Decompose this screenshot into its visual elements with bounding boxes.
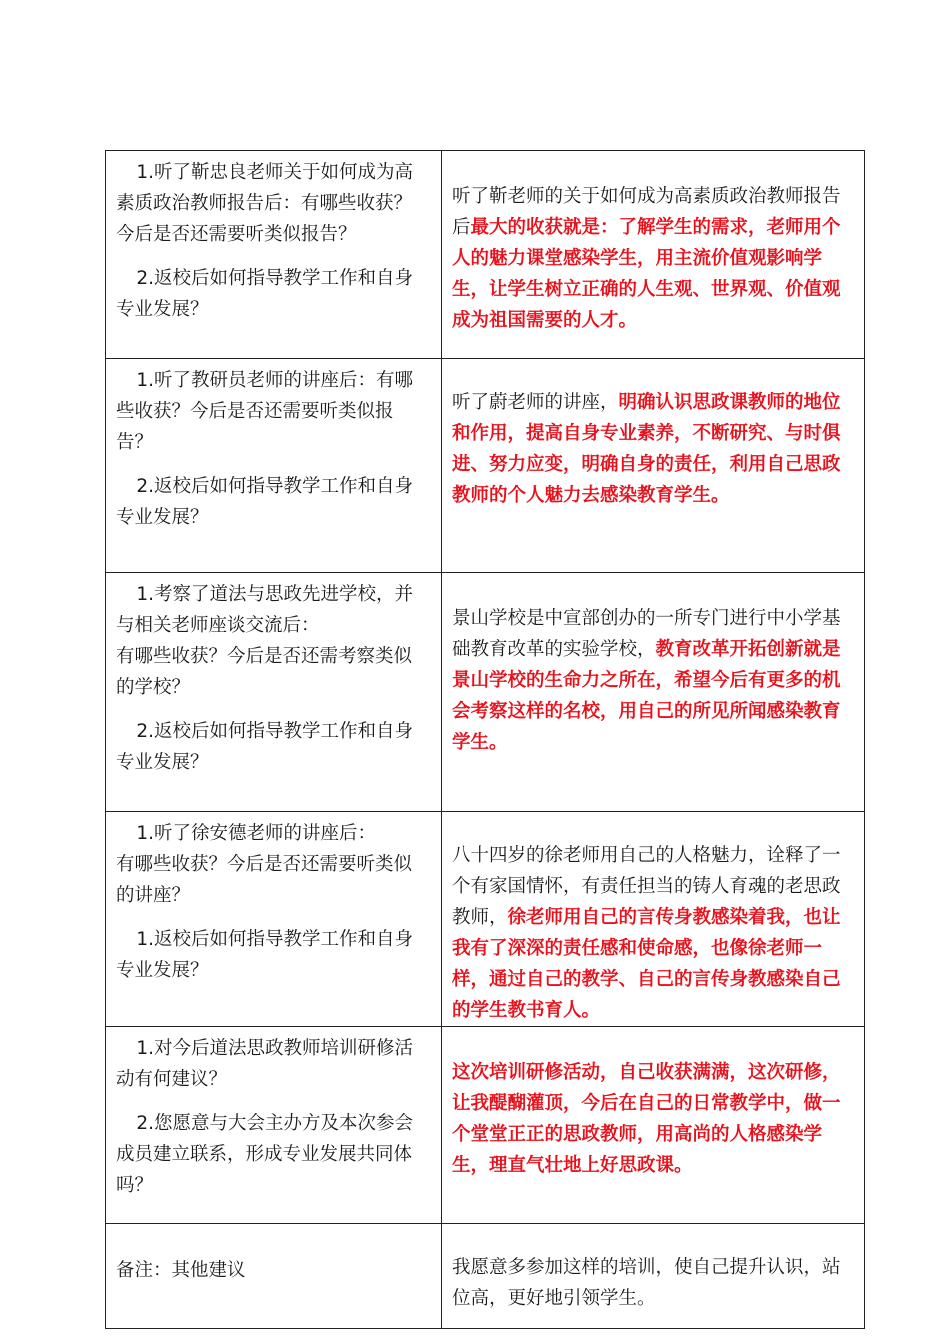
question-2: 1.返校后如何指导教学工作和自身专业发展？ <box>116 929 413 981</box>
answer-highlight: 最大的收获就是：了解学生的需求，老师用个人的魅力课堂感染学生，用主流价值观影响学生，让学生树立正确的人生观、世界观、价值观成为祖国需要的人才。 <box>452 217 841 331</box>
answer-text: 听了靳老师的关于如何成为高素质政治教师报告后 <box>452 186 841 238</box>
question-1: 1.对今后道法思政教师培训研修活动有何建议？ <box>116 1038 413 1090</box>
answer-cell <box>442 573 865 812</box>
answer-cell <box>442 1027 865 1224</box>
question-2: 2.您愿意与大会主办方及本次参会成员建立联系，形成专业发展共同体吗？ <box>116 1113 413 1196</box>
answer-cell <box>442 812 865 1027</box>
table-row <box>106 1224 865 1329</box>
table-row <box>106 1027 865 1224</box>
question-1: 1.考察了道法与思政先进学校，并与相关老师座谈交流后： <box>116 584 413 636</box>
answer-text: 我愿意多参加这样的培训，使自己提升认识，站位高，更好地引领学生。 <box>452 1257 841 1309</box>
table-row <box>106 151 865 359</box>
feedback-table <box>105 150 865 1329</box>
answer-highlight: 明确认识思政课教师的地位和作用，提高自身专业素养，不断研究、与时俱进、努力应变，明确自身的责任，利用自己思政教师的个人魅力去感染教育学生。 <box>452 392 841 506</box>
answer-highlight: 徐老师用自己的言传身教感染着我，也让我有了深深的责任感和使命感，也像徐老师一样，通过自己的教学、自己的言传身教感染自己的学生教书育人。 <box>452 907 841 1021</box>
answer-cell <box>442 151 865 359</box>
question-1: 1.听了靳忠良老师关于如何成为高素质政治教师报告后：有哪些收获？今后是否还需要听类似报告？ <box>116 162 413 245</box>
answer-text: 听了蔚老师的讲座， <box>452 392 619 413</box>
remarks-label: 备注：其他建议 <box>116 1260 246 1281</box>
answer-cell <box>442 1224 865 1329</box>
question-cell <box>106 573 442 812</box>
question-cell <box>106 359 442 573</box>
table-row <box>106 812 865 1027</box>
question-1-detail: 有哪些收获？今后是否还需要听类似的讲座？ <box>116 854 413 906</box>
question-2: 2.返校后如何指导教学工作和自身专业发展？ <box>116 268 413 320</box>
answer-text: 景山学校是中宣部创办的一所专门进行中小学基础教育改革的实验学校， <box>452 608 841 660</box>
question-2: 2.返校后如何指导教学工作和自身专业发展？ <box>116 476 413 528</box>
question-1: 1.听了教研员老师的讲座后：有哪些收获？今后是否还需要听类似报告？ <box>116 370 413 453</box>
answer-highlight: 教育改革开拓创新就是景山学校的生命力之所在，希望今后有更多的机会考察这样的名校，用自己的所见所闻感染教育学生。 <box>452 639 841 753</box>
question-cell <box>106 1027 442 1224</box>
table-row <box>106 359 865 573</box>
question-cell <box>106 151 442 359</box>
question-1-detail: 有哪些收获？今后是否还需考察类似的学校？ <box>116 646 413 698</box>
question-1: 1.听了徐安德老师的讲座后： <box>136 823 376 844</box>
answer-highlight: 这次培训研修活动，自己收获满满，这次研修，让我醍醐灌顶，今后在自己的日常教学中，做一个堂堂正正的思政教师，用高尚的人格感染学生，理直气壮地上好思政课。 <box>452 1062 841 1176</box>
table-row <box>106 573 865 812</box>
question-cell <box>106 1224 442 1329</box>
answer-text: 八十四岁的徐老师用自己的人格魅力，诠释了一个有家国情怀，有责任担当的铸人育魂的老思政教师， <box>452 845 841 928</box>
answer-cell <box>442 359 865 573</box>
question-cell <box>106 812 442 1027</box>
question-2: 2.返校后如何指导教学工作和自身专业发展？ <box>116 721 413 773</box>
